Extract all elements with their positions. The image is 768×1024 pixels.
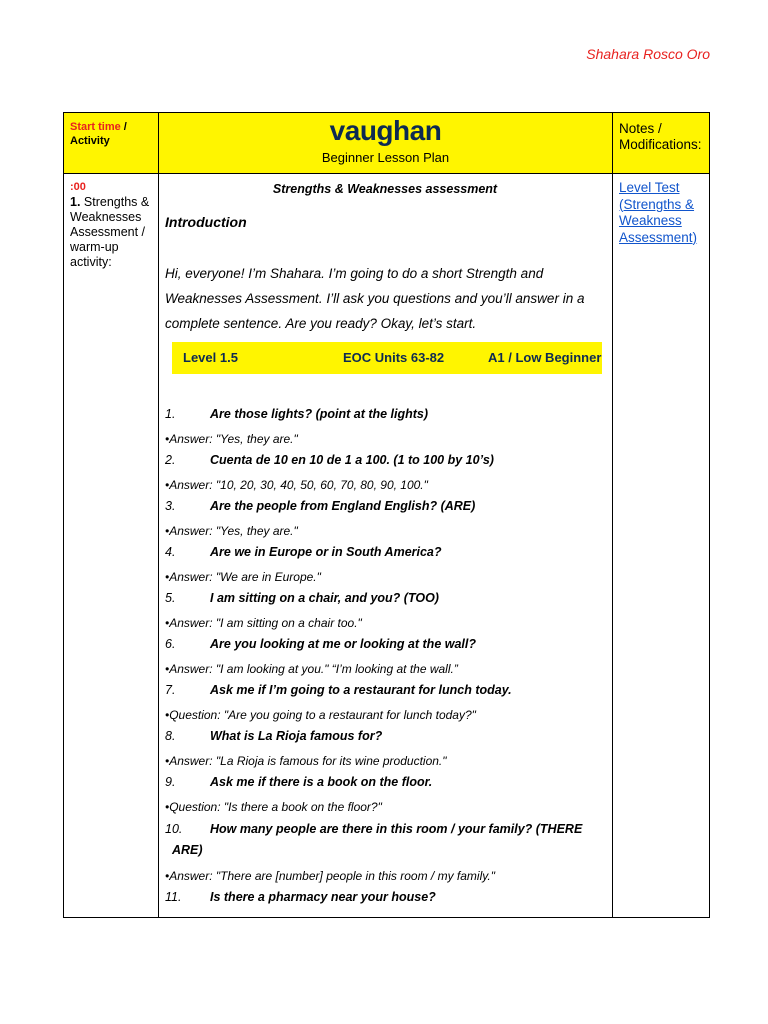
answer-item: •Answer: "Yes, they are." xyxy=(165,432,298,446)
activity-name-line: Assessment / xyxy=(70,225,146,239)
introduction-heading: Introduction xyxy=(165,214,247,230)
level-label: Level 1.5 xyxy=(183,350,238,365)
header-cell-title xyxy=(159,113,612,173)
units-label: EOC Units 63-82 xyxy=(343,350,445,365)
start-time-label: Start time xyxy=(70,121,121,133)
level-banner xyxy=(172,342,602,374)
answer-item: •Answer: "There are [number] people in this room / my family." xyxy=(165,869,495,883)
header-cell-notes xyxy=(613,113,709,173)
activity-time: :00 xyxy=(70,181,86,193)
activity-name-line: warm-up xyxy=(70,240,119,254)
column-divider xyxy=(612,113,613,917)
answer-item: •Question: "Is there a book on the floor?" xyxy=(165,800,382,814)
band-label: A1 / Low Beginner xyxy=(488,350,602,365)
lesson-plan-table: Start time / Activity vaughan Beginner Lesson Plan Notes / Modifications: :00 1. Strengths & Weaknesses Assessment / warm-up activity: Level Test (Strengths & Weakness Assessment) Strengths & Weaknesses assessment Introduction Hi, everyone! I’m Shahara. I’m going to do a short Strength and Weaknesses Assessment. I’ll ask you questions and you’ll answer in a complete sentence. Are you ready? Okay, let’s start. Level 1.5 EOC Units 63-82 A1 / Low Beginner 1. Are those lights? (point at the lights) •Answer: "Yes, they are." 2. Cuenta de 10 en 10 de 1 a 100. (1 to 100 by 10’s) •Answer: "10, 20, 30, 40, 50, 60, 70, 80, 90, 100." 3. Are the people from England English? (ARE) •Answer: "Yes, they are." 4. Are we in Europe or in South America? •Answer: "We are in Europe." 5. I am sitting on a chair, and you? (TOO) •Answer: "I am sitting on a chair too." 6. Are you looking at me or looking at the wall? •Answer: "I am looking at you." “I’m looking at the wall.” 7. Ask me if I’m going to a restaurant for lunch today. •Question: "Are you going to a restaurant for lunch today?" 8. What is La Rioja famous for? •Answer: "La Rioja is famous for its wine production." 9. Ask me if there is a book on the floor. •Question: "Is there a book on the floor?" 10. How many people are there in this room / your family? (THERE ARE) •Answer: "There are [number] people in this room / my family." 11. Is there a pharmacy near your house? xyxy=(63,112,710,918)
activity-cell xyxy=(70,180,156,270)
answer-item: •Question: "Are you going to a restaurant for lunch today?" xyxy=(165,708,476,722)
header-separator: / xyxy=(120,121,127,133)
row-divider xyxy=(64,173,709,174)
author-name: Shahara Rosco Oro xyxy=(586,46,710,62)
activity-name-line: Strengths & xyxy=(83,195,150,209)
answer-item: •Answer: "10, 20, 30, 40, 50, 60, 70, 80, 90, 100." xyxy=(165,478,428,492)
vaughan-logo: vaughan xyxy=(329,115,442,146)
level-test-link[interactable]: Level Test (Strengths & Weakness Assessment) xyxy=(619,180,698,245)
activity-label: Activity xyxy=(70,135,110,147)
answer-item: •Answer: "Yes, they are." xyxy=(165,524,298,538)
activity-name-line: activity: xyxy=(70,255,112,269)
activity-number: 1. xyxy=(70,195,81,209)
section-heading: Strengths & Weaknesses assessment xyxy=(272,182,498,196)
answer-item: •Answer: "La Rioja is famous for its wine production." xyxy=(165,754,447,768)
notes-label: Notes / xyxy=(619,121,662,136)
introduction-paragraph: Hi, everyone! I’m Shahara. I’m going to do a short Strength and Weaknesses Assessment. I’ll ask you questions and you’ll answer in a complete sentence. Are you ready? Okay, let’s start. xyxy=(165,266,585,331)
column-divider xyxy=(158,113,159,917)
answer-item: •Answer: "We are in Europe." xyxy=(165,570,321,584)
answer-item: •Answer: "I am sitting on a chair too." xyxy=(165,616,362,630)
notes-cell xyxy=(619,180,697,246)
lesson-plan-title: Beginner Lesson Plan xyxy=(321,150,450,165)
answer-item: •Answer: "I am looking at you." “I’m looking at the wall.” xyxy=(165,662,458,676)
header-cell-activity xyxy=(64,113,158,173)
modifications-label: Modifications: xyxy=(619,137,702,152)
activity-name-line: Weaknesses xyxy=(70,210,142,224)
